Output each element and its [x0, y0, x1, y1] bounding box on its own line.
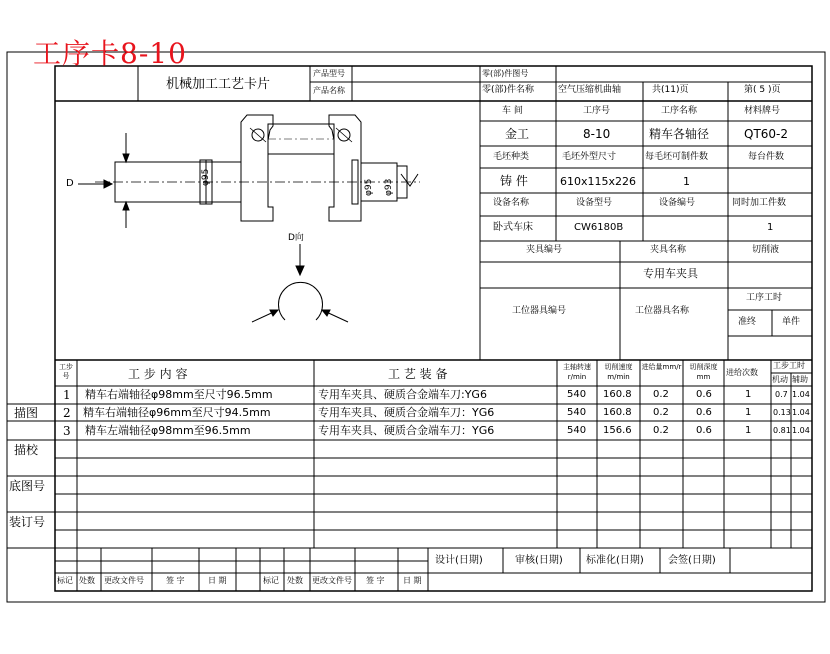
step-machine-time: 0.13 [773, 408, 791, 417]
step-equipment: 专用车夹具、硬质合金端车刀:YG6 [318, 388, 487, 401]
step-passes: 1 [745, 407, 752, 418]
machine-time-header: 机动 [772, 375, 788, 384]
fixture-no-label: 夹具编号 [526, 245, 563, 255]
material-label: 材料牌号 [744, 106, 781, 116]
page-number: 第( 5 )页 [744, 85, 781, 95]
step-no: 2 [63, 406, 71, 420]
step-content: 精车左端轴径φ98mm至96.5mm [85, 424, 251, 437]
blank-size-value: 610x115x226 [560, 175, 637, 188]
step-no: 1 [63, 388, 71, 402]
part-name-value: 空气压缩机曲轴 [558, 85, 622, 95]
aux-time-header: 辅助 [792, 375, 808, 384]
side-label-binding-no: 装订号 [9, 515, 46, 529]
blank-type-value: 铸 件 [500, 174, 528, 188]
coolant-label: 切削液 [752, 245, 780, 255]
product-name-label: 产品名称 [313, 86, 345, 95]
process-no-label: 工序号 [583, 106, 611, 116]
revision-mark-label-2: 标记 [263, 576, 279, 585]
cut-depth-header: 切削深度mm [689, 363, 718, 381]
dimension-left-phi95: φ95 [201, 168, 211, 186]
parts-per-unit-label: 每台件数 [748, 152, 785, 162]
step-passes: 1 [745, 389, 752, 400]
station-tool-no-label: 工位器具编号 [512, 306, 567, 316]
step-cutting-speed: 160.8 [603, 389, 632, 400]
step-time-header: 工步工时 [773, 361, 805, 370]
revision-sign-label: 签 字 [166, 576, 185, 585]
prep-end-label: 准终 [738, 317, 757, 327]
revision-count-label: 处数 [79, 576, 95, 585]
side-label-base-no: 底图号 [9, 479, 46, 493]
workshop-label: 车 间 [502, 106, 523, 116]
step-no-header: 工步号 [59, 363, 73, 380]
view-d-direction-label: D向 [288, 233, 304, 243]
product-model-label: 产品型号 [313, 69, 345, 78]
cutting-speed-header: 切削速度m/min [604, 363, 633, 381]
view-d-label: D [66, 178, 74, 189]
step-content: 精车右端轴径φ96mm至尺寸94.5mm [83, 406, 271, 419]
revision-doc-no-label: 更改文件号 [104, 576, 144, 585]
side-label-trace: 描图 [14, 406, 39, 420]
simultaneous-parts-label: 同时加工件数 [732, 198, 787, 208]
dimension-right-phi93: φ93 [384, 178, 394, 196]
process-name-label: 工序名称 [661, 106, 698, 116]
revision-date-label: 日 期 [208, 576, 227, 585]
step-aux-time: 1.04 [792, 390, 810, 399]
step-feed: 0.2 [653, 425, 669, 436]
blank-type-label: 毛坯种类 [493, 152, 530, 162]
dimension-right-phi95: φ95 [364, 178, 374, 196]
step-aux-time: 1.04 [792, 408, 810, 417]
countersign-date-label: 会签(日期) [668, 555, 716, 566]
process-name-value: 精车各轴径 [649, 127, 710, 141]
station-tool-name-label: 工位器具名称 [635, 306, 690, 316]
revision-date-label-2: 日 期 [403, 576, 422, 585]
step-machine-time: 0.81 [773, 426, 791, 435]
step-content: 精车右端轴径φ98mm至尺寸96.5mm [85, 388, 273, 401]
step-spindle-speed: 540 [567, 425, 587, 436]
fixture-name-label: 夹具名称 [650, 245, 687, 255]
step-passes: 1 [745, 425, 752, 436]
simultaneous-parts-value: 1 [767, 222, 774, 233]
part-drawing-no-label: 零(部)件图号 [482, 69, 529, 78]
step-machine-time: 0.7 [775, 390, 788, 399]
blank-size-label: 毛坯外型尺寸 [562, 152, 617, 162]
stamp-title: 工序卡8-10 [33, 37, 187, 70]
card-title: 机械加工工艺卡片 [166, 77, 271, 92]
revision-count-label-2: 处数 [287, 576, 303, 585]
work-hours-label: 工序工时 [746, 293, 783, 303]
step-equipment: 专用车夹具、硬质合金端车刀：YG6 [318, 424, 495, 437]
review-date-label: 审核(日期) [515, 555, 563, 566]
unit-time-label: 单件 [782, 317, 801, 327]
material-value: QT60-2 [744, 127, 789, 141]
equipment-header: 工 艺 装 备 [388, 367, 448, 381]
revision-sign-label-2: 签 字 [366, 576, 385, 585]
step-cutting-speed: 156.6 [603, 425, 632, 436]
equipment-no-label: 设备编号 [659, 198, 696, 208]
part-name-label: 零(部)件名称 [482, 85, 535, 95]
side-label-trace-check: 描校 [14, 443, 39, 457]
total-pages: 共(11)页 [652, 85, 689, 95]
step-depth: 0.6 [696, 389, 712, 400]
step-spindle-speed: 540 [567, 407, 587, 418]
step-depth: 0.6 [696, 425, 712, 436]
process-no-value: 8-10 [583, 127, 611, 141]
passes-header: 进给次数 [726, 368, 758, 377]
step-spindle-speed: 540 [567, 389, 587, 400]
step-aux-time: 1.04 [792, 426, 810, 435]
step-content-header: 工 步 内 容 [128, 367, 188, 381]
equipment-model-value: CW6180B [574, 222, 624, 233]
step-feed: 0.2 [653, 389, 669, 400]
crankshaft-drawing [78, 115, 420, 322]
parts-per-blank-label: 每毛坯可制件数 [645, 152, 709, 162]
design-date-label: 设计(日期) [435, 555, 483, 566]
workshop-value: 金工 [505, 127, 530, 141]
equipment-model-label: 设备型号 [576, 198, 613, 208]
step-no: 3 [63, 424, 71, 438]
equipment-name-value: 卧式车床 [493, 222, 533, 233]
step-cutting-speed: 160.8 [603, 407, 632, 418]
parts-per-blank-value: 1 [683, 175, 690, 188]
revision-doc-no-label-2: 更改文件号 [312, 576, 352, 585]
step-depth: 0.6 [696, 407, 712, 418]
fixture-name-value: 专用车夹具 [643, 267, 698, 280]
spindle-speed-header: 主轴转速r/min [563, 363, 591, 381]
standardization-date-label: 标准化(日期) [586, 555, 644, 566]
equipment-name-label: 设备名称 [493, 198, 530, 208]
revision-mark-label: 标记 [57, 576, 73, 585]
step-equipment: 专用车夹具、硬质合金端车刀：YG6 [318, 406, 495, 419]
step-feed: 0.2 [653, 407, 669, 418]
feed-header: 进给量mm/r [641, 363, 682, 371]
